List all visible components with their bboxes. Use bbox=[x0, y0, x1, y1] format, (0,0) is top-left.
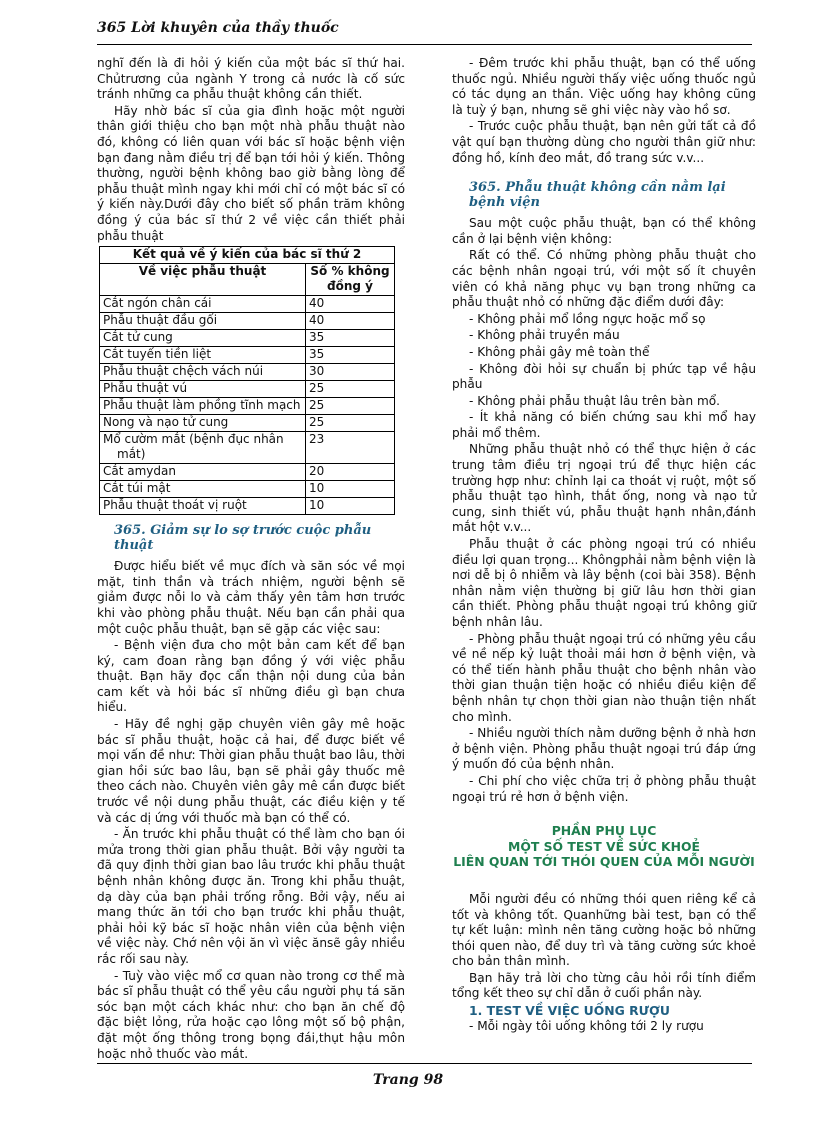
appendix-line: MỘT SỐ TEST VỀ SỨC KHOẺ bbox=[507, 838, 701, 854]
percent-cell: 30 bbox=[306, 364, 395, 381]
percent-cell: 20 bbox=[306, 464, 395, 481]
list-item: - Không phải truyền máu bbox=[469, 328, 620, 343]
percent-cell: 40 bbox=[306, 313, 395, 330]
right-column bbox=[452, 56, 756, 1035]
appendix-line: LIÊN QUAN TỚI THÓI QUEN CỦA MỖI NGƯỜI bbox=[453, 854, 755, 870]
list-item: - Ít khả năng có biến chứng sau khi mổ hay phải mổ thêm. bbox=[452, 410, 756, 440]
table-row bbox=[100, 464, 395, 481]
table-header-procedure: Về việc phẫu thuật bbox=[100, 264, 306, 296]
opinion-table bbox=[99, 246, 395, 515]
list-item: - Không phải phẫu thuật lâu trên bàn mổ. bbox=[469, 393, 720, 408]
header-rule bbox=[97, 44, 752, 45]
procedure-cell: Nong và nạo tử cung bbox=[100, 415, 306, 432]
percent-cell: 35 bbox=[306, 330, 395, 347]
page-number: Trang 98 bbox=[372, 1072, 444, 1088]
procedure-cell: Cắt tử cung bbox=[100, 330, 306, 347]
percent-cell: 35 bbox=[306, 347, 395, 364]
list-item: - Không phải mổ lồng ngực hoặc mổ sọ bbox=[469, 311, 706, 326]
footer-rule bbox=[97, 1063, 752, 1064]
procedure-cell: Cắt túi mật bbox=[100, 481, 306, 498]
paragraph: Bạn hãy trả lời cho từng câu hỏi rồi tính điểm tổng kết theo sự chỉ dẫn ở cuối phần này. bbox=[452, 970, 756, 1001]
percent-cell: 25 bbox=[306, 381, 395, 398]
table-row bbox=[100, 432, 395, 464]
paragraph: Những phẫu thuật nhỏ có thể thực hiện ở các trung tâm điều trị ngoại trú để thực hiện các trường hợp như: chỉnh lại ca thoát vị ruột, một số phẫu thuật tạo hình, thắt ống, nong và nạo tử cung, sinh thiết vú, phẫu thuật hạnh nhân,đánh mắt hột v.v... bbox=[452, 442, 756, 535]
percent-cell: 25 bbox=[306, 415, 395, 432]
section-title-365b: 365. Phẫu thuật không cần nằm lại bệnh viện bbox=[469, 180, 726, 211]
procedure-cell: Phẫu thuật thoát vị ruột bbox=[100, 498, 306, 515]
percent-cell: 40 bbox=[306, 296, 395, 313]
paragraph: - Phòng phẫu thuật ngoại trú có những yêu cầu về nề nếp kỷ luật thoải mái hơn ở bệnh viện, và có thể tiến hành phẫu thuật cho bệnh nhân vào thời gian thuận tiện hoặc có nhiều điều kiện để bệnh nhân tự chọn thời gian nào thuận tiện nhất cho mình. bbox=[452, 631, 756, 724]
procedure-cell: Mổ cườm mắt (bệnh đục nhân mắt) bbox=[100, 432, 306, 464]
table-header-percent: Số % không đồng ý bbox=[306, 264, 395, 296]
paragraph: - Đêm trước khi phẫu thuật, bạn có thể uống thuốc ngủ. Nhiều người thấy việc uống thuốc ngủ có tác dụng an thần. Việc uống hay không cũng là tuỳ ý bạn, nhưng sẽ ghi việc này vào hồ sơ. bbox=[452, 56, 756, 117]
running-header: 365 Lời khuyên của thầy thuốc bbox=[97, 20, 339, 36]
paragraph: Phẫu thuật ở các phòng ngoại trú có nhiều điều lợi quan trọng... Khôngphải nằm bệnh viện là nơi dễ bị ô nhiễm và lây bệnh (coi bài 358). Bệnh nhân nằm viện thường bị giữ lâu hơn thời gian cần thiết. Phòng phẫu thuật ngoại trú không giữ bệnh nhân lâu. bbox=[452, 537, 756, 629]
table-row bbox=[100, 313, 395, 330]
paragraph: nghĩ đến là đi hỏi ý kiến của một bác sĩ thứ hai. Chủtrương của ngành Y trong cả nước là cố sức tránh những ca phẫu thuật không cần thiết. bbox=[97, 56, 405, 102]
list-item: - Không đòi hỏi sự chuẩn bị phức tạp về hậu phẫu bbox=[452, 361, 756, 392]
percent-cell: 10 bbox=[306, 481, 395, 498]
procedure-cell: Phẫu thuật đầu gối bbox=[100, 313, 306, 330]
paragraph: Rất có thể. Có những phòng phẫu thuật cho các bệnh nhân ngoại trú, với một số ít chuyên viên có khả năng phục vụ bạn trong những ca phẫu thuật nhỏ có những đặc điểm dưới đây: bbox=[452, 248, 756, 310]
paragraph: Mỗi người đều có những thói quen riêng kể cả tốt và không tốt. Quanhững bài test, bạn có thể tự kết luận: mình nên tăng cường hoặc bỏ những thói quen nào, để duy trì và tăng cường sức khoẻ cho bản thân mình. bbox=[452, 891, 756, 969]
paragraph: Được hiểu biết về mục đích và săn sóc về mọi mặt, tinh thần và trách nhiệm, người bệnh sẽ giảm được nỗi lo và cảm thấy yên tâm hơn trước khi vào phòng phẫu thuật. Nếu bạn cần phải qua một cuộc phẫu thuật, bạn sẽ gặp các việc sau: bbox=[97, 559, 405, 636]
paragraph: - Trước cuộc phẫu thuật, bạn nên gửi tất cả đồ vật quí bạn thường dùng cho người thân giữ như: đồng hồ, kính đeo mắt, đồ trang sức v.v... bbox=[452, 119, 756, 165]
procedure-cell: Cắt amydan bbox=[100, 464, 306, 481]
percent-cell: 10 bbox=[306, 498, 395, 515]
left-column bbox=[97, 56, 405, 1063]
table-row bbox=[100, 398, 395, 415]
table-row bbox=[100, 381, 395, 398]
section-title-365a: 365. Giảm sự lo sợ trước cuộc phẫu thuật bbox=[114, 523, 372, 554]
table-row bbox=[100, 481, 395, 498]
percent-cell: 25 bbox=[306, 398, 395, 415]
table-body bbox=[100, 296, 395, 515]
table-row bbox=[100, 415, 395, 432]
paragraph: - Tuỳ vào việc mổ cơ quan nào trong cơ thể mà bác sĩ phẫu thuật có thể yêu cầu người phụ tá săn sóc bạn một cách khác như: cho bạn ăn chế độ đặc biệt lỏng, rửa hoặc cạo lông một số bộ phận, đặt một ống thông trong bọng đái,thụt hậu môn hoặc nhỏ thuốc vào mắt. bbox=[97, 968, 405, 1061]
procedure-cell: Cắt ngón chân cái bbox=[100, 296, 306, 313]
table-row bbox=[100, 296, 395, 313]
procedure-cell: Phẫu thuật vú bbox=[100, 381, 306, 398]
table-row bbox=[100, 498, 395, 515]
paragraph: - Hãy đề nghị gặp chuyên viên gây mê hoặc bác sĩ phẫu thuật, hoặc cả hai, để được biết về mọi vấn đề như: Thời gian phẫu thuật bao lâu, thời gian hồi sức bao lâu, bạn sẽ phải gây thuốc mê theo cách nào. Chuyên viên gây mê cần được biết trước về nội dung phẫu thuật, các điều kiện y tế và các dị ứng với thuốc mà bạn có thể có. bbox=[97, 717, 405, 825]
paragraph: - Bệnh viện đưa cho một bản cam kết để bạn ký, cam đoan rằng bạn đồng ý với việc phẫu thuật. Bạn hãy đọc cẩn thận nội dung của bản cam kết và hỏi bác sĩ những điều gì bạn chưa hiểu. bbox=[97, 638, 405, 715]
paragraph: Hãy nhờ bác sĩ của gia đình hoặc một người thân giới thiệu cho bạn một nhà phẫu thuật nào đó, không có liên quan với bác sĩ hoặc bệnh viện bạn đang nằm điều trị để bạn tới hỏi ý kiến. Thông thường, người bệnh không bao giờ bằng lòng để phẫu thuật mình ngay khi mới chỉ có một bác sĩ có ý kiến này.Dưới đây cho biết số phần trăm không đồng ý của bác sĩ thứ 2 về việc cần thiết phải phẫu thuật bbox=[97, 103, 405, 243]
table-row bbox=[100, 347, 395, 364]
table-row bbox=[100, 364, 395, 381]
paragraph: - Nhiều người thích nằm dưỡng bệnh ở nhà hơn ở bệnh viện. Phòng phẫu thuật ngoại trú đáp ứng ý muốn đó của bệnh nhân. bbox=[452, 726, 756, 772]
paragraph: - Chi phí cho việc chữa trị ở phòng phẫu thuật ngoại trú rẻ hơn ở bệnh viện. bbox=[452, 773, 756, 804]
table-row bbox=[100, 330, 395, 347]
table-title: Kết quả về ý kiến của bác sĩ thứ 2 bbox=[100, 247, 395, 264]
appendix-line: PHẦN PHỤ LỤC bbox=[551, 823, 657, 839]
procedure-cell: Cắt tuyến tiền liệt bbox=[100, 347, 306, 364]
paragraph: Sau một cuộc phẫu thuật, bạn có thể không cần ở lại bệnh viện không: bbox=[452, 216, 756, 246]
procedure-cell: Phẫu thuật chệch vách núi bbox=[100, 364, 306, 381]
appendix-heading bbox=[452, 823, 756, 870]
test-heading: 1. TEST VỀ VIỆC UỐNG RƯỢU bbox=[469, 1003, 670, 1019]
procedure-cell: Phẫu thuật làm phồng tĩnh mạch bbox=[100, 398, 306, 415]
paragraph: - Ăn trước khi phẫu thuật có thể làm cho bạn ói mửa trong thời gian phẫu thuật. Bởi vậy người ta đã quy định thời gian bao lâu trước khi phẫu thuật bệnh nhân không được ăn. Trong khi phẫu thuật, dạ dày của bạn phải trống rỗng. Bởi vậy, nếu ai mang thức ăn tới cho bạn trước khi phẫu thuật, phải hỏi kỹ bác sĩ hoặc nhân viên của bệnh viện về việc này. Chớ nên vội ăn vì việc ănsẽ gây nhiều rắc rối sau này. bbox=[97, 827, 405, 966]
percent-cell: 23 bbox=[306, 432, 395, 464]
paragraph: - Mỗi ngày tôi uống không tới 2 ly rượu bbox=[469, 1018, 704, 1033]
list-item: - Không phải gây mê toàn thể bbox=[469, 344, 650, 359]
